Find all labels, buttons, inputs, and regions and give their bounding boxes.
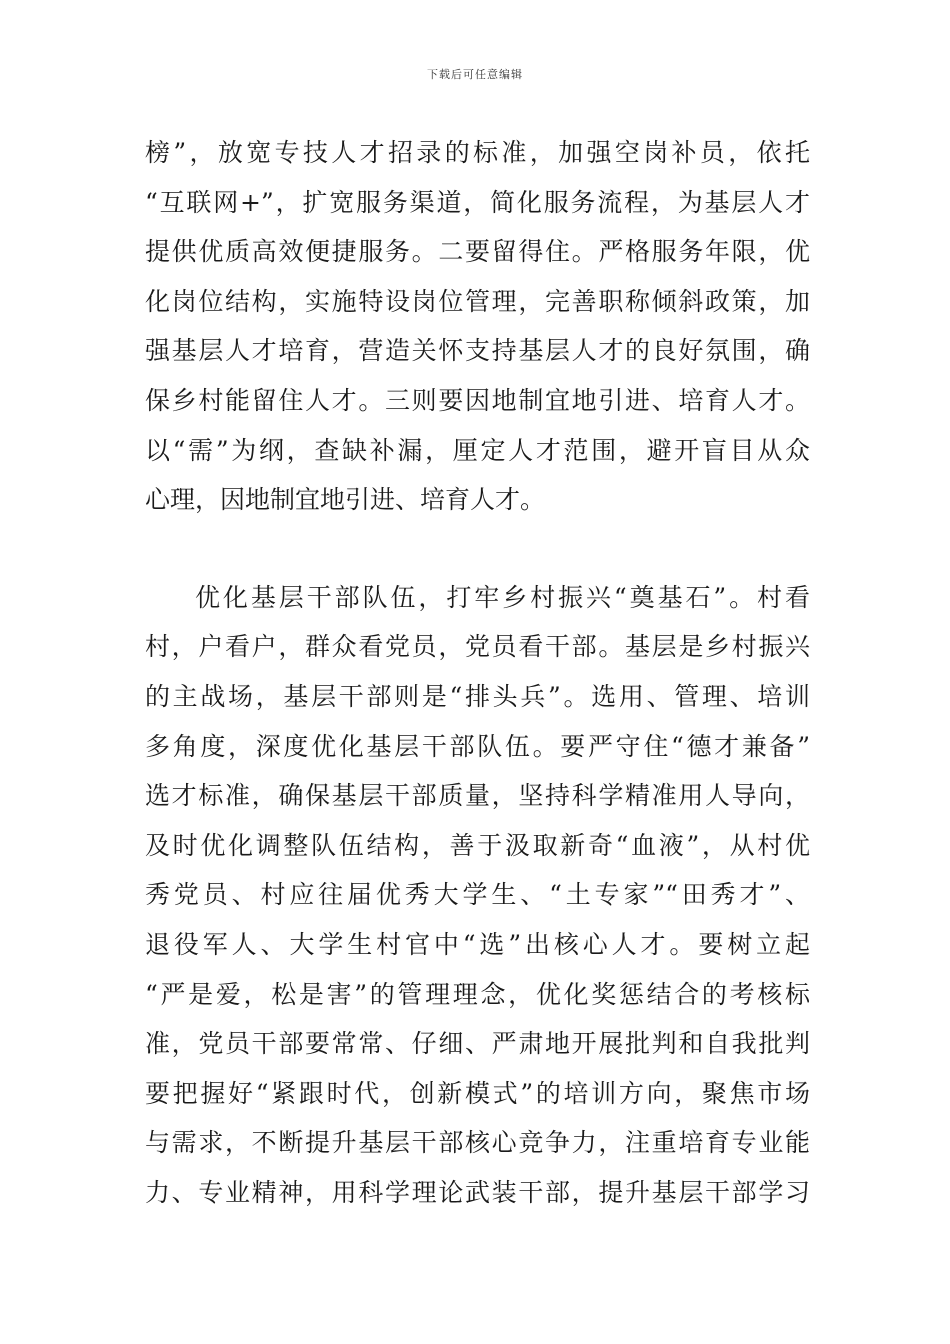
text-line: 提供优质高效便捷服务。二要留得住。严格服务年限，优 (145, 237, 810, 267)
page-header: 下载后可任意编辑 (427, 68, 523, 81)
paragraph-spacer (145, 525, 810, 573)
document-body (145, 128, 810, 1217)
text-line: 村，户看户，群众看党员，党员看干部。基层是乡村振兴 (145, 632, 810, 662)
paragraph-2 (145, 573, 810, 1218)
paragraph-1 (145, 128, 810, 525)
text-line: 化岗位结构，实施特设岗位管理，完善职称倾斜政策，加 (145, 286, 810, 316)
text-line: 力、专业精神，用科学理论武装干部，提升基层干部学习 (145, 1177, 810, 1207)
text-line: 与需求，不断提升基层干部核心竞争力，注重培育专业能 (145, 1128, 810, 1158)
text-line: 准，党员干部要常常、仔细、严肃地开展批判和自我批判 (145, 1029, 810, 1059)
text-line: 心理，因地制宜地引进、培育人才。 (145, 485, 546, 515)
text-line: “互联网+”，扩宽服务渠道，简化服务流程，为基层人才 (145, 187, 810, 217)
text-line: 要把握好“紧跟时代，创新模式”的培训方向，聚焦市场 (145, 1078, 810, 1108)
text-line: 以“需”为纲，查缺补漏，厘定人才范围，避开盲目从众 (145, 435, 810, 465)
text-line: “严是爱，松是害”的管理理念，优化奖惩结合的考核标 (145, 979, 810, 1009)
text-line: 退役军人、大学生村官中“选”出核心人才。要树立起 (145, 929, 810, 959)
text-line: 的主战场，基层干部则是“排头兵”。选用、管理、培训 (145, 681, 810, 711)
text-line: 选才标准，确保基层干部质量，坚持科学精准用人导向， (145, 781, 810, 811)
text-line: 保乡村能留住人才。三则要因地制宜地引进、培育人才。 (145, 385, 810, 415)
text-line: 多角度，深度优化基层干部队伍。要严守住“德才兼备” (145, 731, 810, 761)
text-line: 及时优化调整队伍结构，善于汲取新奇“血液”，从村优 (145, 830, 810, 860)
text-line: 优化基层干部队伍，打牢乡村振兴“奠基石”。村看 (195, 582, 810, 612)
text-line: 秀党员、村应往届优秀大学生、“土专家”“田秀才”、 (145, 880, 810, 910)
text-line: 榜”，放宽专技人才招录的标准，加强空岗补员，依托 (145, 138, 810, 167)
text-line: 强基层人才培育，营造关怀支持基层人才的良好氛围，确 (145, 336, 810, 366)
